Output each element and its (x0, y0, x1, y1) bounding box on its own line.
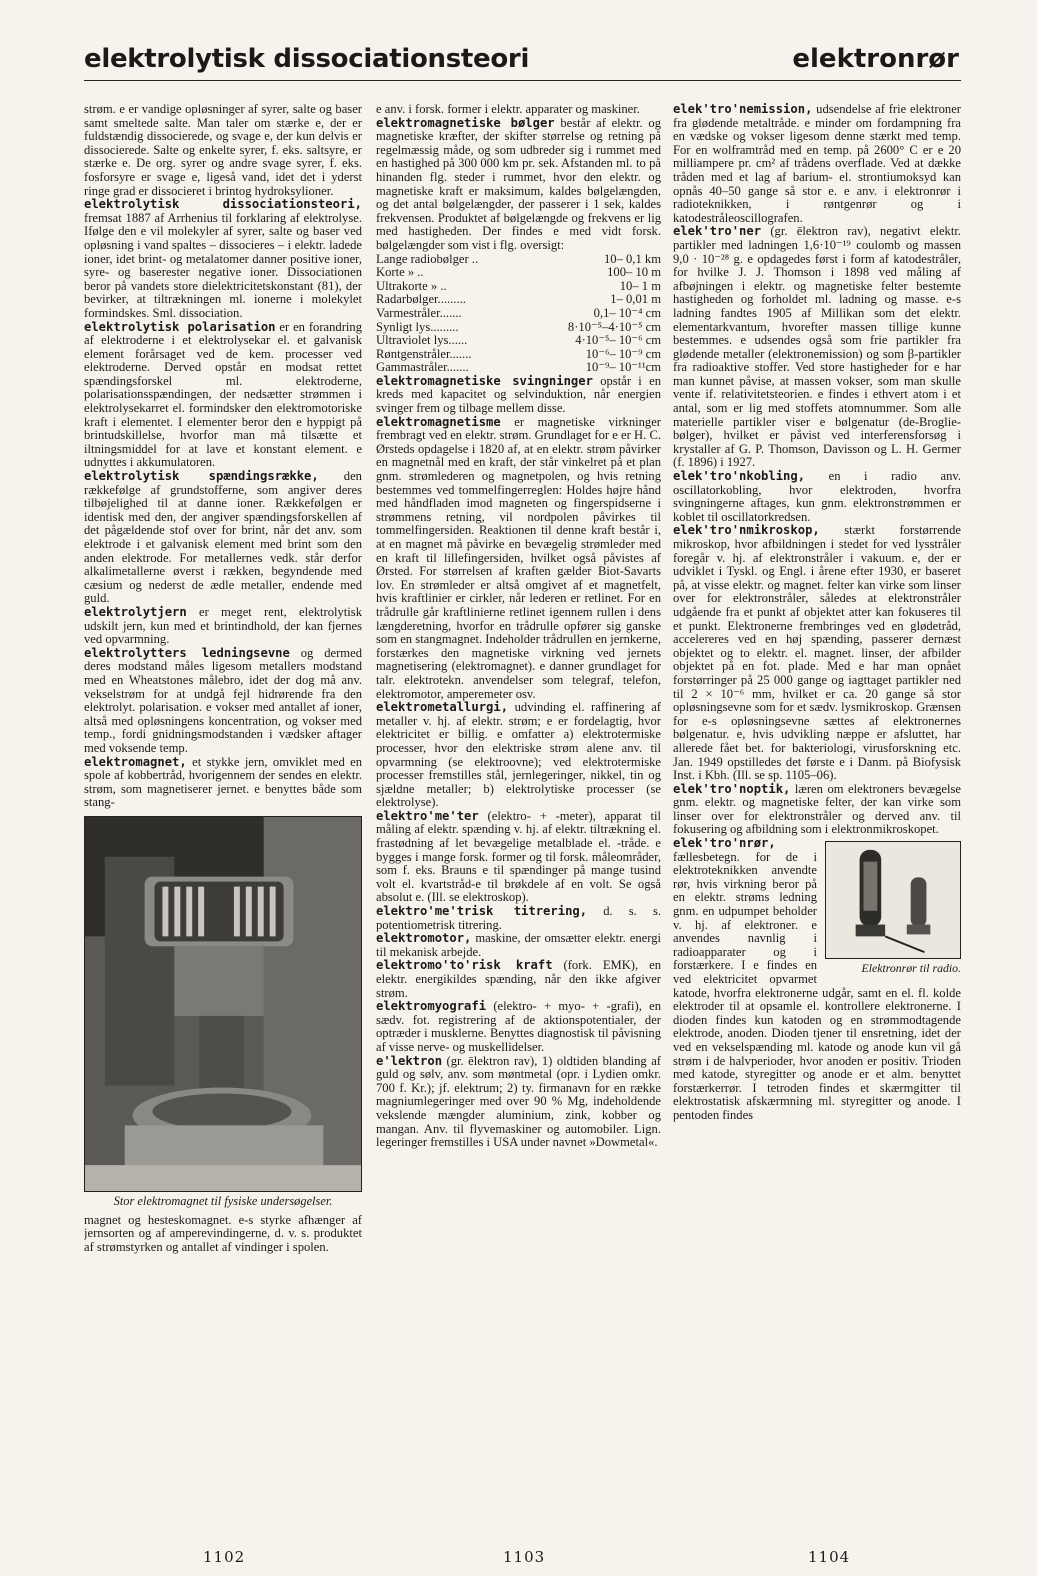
dictionary-entry (376, 375, 661, 416)
wave-table-row (376, 361, 661, 375)
dictionary-entry (376, 416, 661, 701)
entry-text: (gr. ēlektron rav), 1) oldtiden blanding af guld og sølv, anv. som møntmetal (opr. i Lydien omkr. 700 f. Kr.); jf. elektrum; 2) ty. firmanavn for en række magniumlegeringer med over 90 % Mg, indeholdende vekslende mængder aluminium, zink, kobber og mangan. Anv. til flyvemaskiner og automobiler. Lign. legeringer fremstilles i USA under navnet »Dowmetal«. (376, 1053, 661, 1150)
wave-table-row (376, 307, 661, 321)
entry-headword: elek'tro'ner (673, 224, 762, 239)
dictionary-entry (673, 225, 961, 470)
wave-name: Radarbølger......... (376, 292, 466, 307)
entry-text: maskine, der omsætter elektr. energi til mekanisk arbejde. (376, 931, 661, 959)
entry-text: udsendelse af frie elektroner fra glødende metaltråde. e minder om fordampning fra en vædske og vokser ligesom denne stærkt med temp. For en wolframtråd med en temp. på 2600° C er e 20 milliampere pr. cm² af trådens overflade. Ved at dække tråden med et lag af barium- el. strontiumoksyd kan opnås 40–50 gange så stor e. e anv. i elektronrør i radioteknikken, i røntgenrør og i katodestråleoscillografen. (673, 103, 961, 225)
wave-range: 8·10⁻⁵–4·10⁻⁵ cm (567, 319, 661, 334)
tube-caption: Elektronrør til radio. (861, 961, 961, 976)
entry-headword: elek'tro'nkobling, (673, 469, 806, 484)
dictionary-entry (84, 756, 362, 810)
wave-name: Synligt lys......... (376, 319, 459, 334)
electron-tube-illustration (826, 842, 960, 958)
dictionary-entry (376, 905, 661, 932)
page-number-middle: 1103 (503, 1548, 546, 1566)
tube-figure (825, 841, 961, 975)
dictionary-entry (376, 701, 661, 810)
dictionary-entry (84, 647, 362, 756)
wave-table-row (376, 334, 661, 348)
entry-headword: elektrolytisk polarisation (84, 319, 276, 334)
wave-range: 10– 0,1 km (603, 251, 661, 266)
entry-text: d. s. s. potentiometrisk titrering. (376, 904, 661, 932)
entry-headword: elektrolytters ledningsevne (84, 645, 290, 660)
entry-text: strøm. e er vandige opløsninger af syrer, salte og baser samt smeltede salte. Man taler om stærke e, der er fuldstændig dissocierede, og svage e, der kun delvis er dissocierede. Salte og enkelte syrer, f. eks. saltsyre, er stærke e. De org. syrer og andre svage syrer, f. eks. fosforsyre er svage e, ligeså vand, idet det i yderst ringe grad er dissocieret i brintog hydroksylioner. (84, 103, 362, 198)
wave-name: Korte » .. (376, 265, 424, 280)
wave-name: Varmestråler....... (376, 305, 462, 320)
wave-table-row (376, 348, 661, 362)
entry-headword: elektromagnetiske svingninger (376, 373, 593, 388)
dictionary-entry (673, 103, 961, 225)
entry-text: (elektro- + myo- + -grafi), en sædv. fot. registrering af de aktionspotentialer, der optræder i musklerne. Benyttes diagnostisk til påvisning af visse nerve- og muskellidelser. (376, 999, 661, 1054)
dictionary-entry (376, 1055, 661, 1150)
dictionary-entry (673, 524, 961, 782)
entry-text: e anv. i forsk. former i elektr. apparater og maskiner. (376, 103, 640, 116)
entry-text: opstår i en kreds med kapacitet og selvinduktion, når energien svinger frem og tilbage mellem disse. (376, 373, 661, 416)
page-number-left: 1102 (203, 1548, 246, 1566)
entry-text: (fork. EMK), en elektr. energikildes spænding, når den ikke afgiver strøm. (376, 958, 661, 1000)
dictionary-entry (376, 932, 661, 959)
entry-headword: elektrolytisk dissociationsteori, (84, 197, 362, 212)
entry-text: udvinding el. raffinering af metaller v. hj. af elektr. strøm; e er fordelagtig, hvor elektricitet er billig. e omfatter a) elektrotermiske processer, hvor den elektriske strøm alene anv. til opvarmning (se elektroovne); ved elektrotermiske processer fremstilles stål, jernlegeringer, nikkel, tin og sjældne metaller; b) elektrolytiske processer (se elektrolyse). (376, 700, 661, 810)
wave-name: Gammastråler....... (376, 360, 469, 375)
wave-range: 100– 10 m (607, 265, 661, 280)
dictionary-entry (673, 783, 961, 837)
entry-text: en i radio anv. oscillatorkobling, hvor elektroden, hvorfra svingningerne aftages, kun gnm. elektronstrømmen er koblet til oscillatorkredsen. (673, 469, 961, 524)
wave-table-row (376, 321, 661, 335)
wave-table-row (376, 293, 661, 307)
entry-text: et stykke jern, omviklet med en spole af kobbertråd, hvorigennem der sendes en elektr. strøm, som magnetiserer jernet. e benyttes både som stang- (84, 754, 362, 810)
col1-continuation: magnet og hesteskomagnet. e-s styrke afhænger af jernsorten og af amperevindingerne, d. v. s. produktet af strømstyrken og antallet af vindinger i spolen. (84, 1212, 362, 1255)
entry-headword: elektro'me'trisk titrering, (376, 904, 588, 919)
column-3 (673, 103, 961, 1506)
dictionary-entry (84, 606, 362, 647)
entry-text: fremsat 1887 af Arrhenius til forklaring af elektrolyse. Ifølge den e vil molekyler af syrer, salte og baser ved opløsning i vand spaltes – dissocieres – i elektr. ladede ioner, idet brint- og metalatomer danner positive ioner, syre- og baserester negative ioner. Dissociationen beror på vandets store dielektricitetskonstant (81), der bevirker, at tiltrækningen ml. ionerne i molekylet formindskes. Sml. dissociation. (84, 210, 362, 320)
dictionary-entry (376, 103, 661, 117)
entry-headword: elektromagnetiske bølger (376, 115, 555, 130)
entry-headword: elektromotor, (376, 931, 472, 946)
entry-text: er meget rent, elektrolytisk udskilt jern, kun med et brintindhold, der kan fjernes ved opvarmning. (84, 604, 362, 647)
entry-text: er magnetiske virkninger frembragt ved en elektr. strøm. Grundlaget for e er H. C. Ørsteds opdagelse i 1820 af, at en elektr. strøm påvirker en magnetnål med en kraft, der står vinkelret på et plan gnm. strømlederen og magnetpolen, og hvis retning bestemmes ved tommelfingerreglen: Holdes højre hånd med håndfladen imod magneten og fingerspidserne i strømmens retning, vil nordpolen påvirkes til tommelfingersiden. Reaktionen til denne kraft består i, at en magnet må påvirke en bevægelig strømleder med en kraft til lillefingersiden, hvilket også påvistes af Ørsted. For størrelsen af kraften gælder Biot-Savarts lov. En strømleder er altså omgivet af et magnetfelt, hvis kraftlinier er cirkler, når lederen er retlinet. For en trådrulle går kraftlinierne retlinet igennem rullen i dens længderetning, hvorfor en trådrulle opfører sig ganske som en stangmagnet. Indeholder trådrullen en jernkerne, forstærkes den magnetiske virkning ved jernets magnetisering (elektromagnet). e danner grundlaget for talr. elektrotekn. anvendelser som telegraf, telefon, elektromotor, amperemeter osv. (376, 414, 661, 701)
entry-headword: elektro'me'ter (376, 808, 479, 823)
entry-headword: e'lektron (376, 1053, 443, 1068)
electron-tube-photo (825, 841, 961, 959)
entry-headword: elek'tro'noptik, (673, 781, 791, 796)
wave-table-row (376, 280, 661, 294)
wave-name: Ultrakorte » .. (376, 278, 447, 293)
entry-headword: elektromo'to'risk kraft (376, 958, 553, 973)
electromagnet-photo (84, 816, 362, 1192)
dictionary-entry (376, 117, 661, 253)
entry-text: den rækkefølge af grundstofferne, som angiver deres tilbøjelighed til at danne ioner. Rækkefølgen er identisk med den, der angiver spændingsforskellen af det pågældende stof over for brint, når det anv. som elektrode i et galvanisk element med brint som den anden elektrode. For metallernes vedk. står derfor alkalimetallerne øverst i rækken, begyndende med cæsium og nederst de ædle metaller, endende med guld. (84, 469, 362, 606)
wave-range: 4·10⁻⁵– 10⁻⁶ cm (575, 333, 661, 348)
header-right-title: elektronrør (792, 44, 959, 74)
header-left-title: elektrolytisk dissociationsteori (84, 44, 530, 74)
entry-text: stærkt forstørrende mikroskop, hvor afbildningen i stedet for ved lysstråler foregår v. hj. af elektronstråler i vakuum. e, der er udviklet i Tyskl. og Engl. i årene efter 1930, er baseret på, at visse elektr. og magnet. felter kan virke som linser over for elektronstråler, således at elektronstråler udgående fra et punkt af objektet atter kan fokuseres til et punkt. Elektronerne frembringes ved en glødetråd, accelereres ved en høj spænding, passerer dernæst objektet og to elektr. el. magnet. linser, der afbilder objektet på en fot. plade. Med e har man opnået forstørringer på 25 000 gange og iagttaget partikler ned til 2 × 10⁻⁶ mm, hvilket er ca. 20 gange så stor opløsningsevne som for et sædv. lysmikroskop. Grænsen for e-s opløsningsevne sættes af elektronernes bølgenatur. e, hvis udvikling næppe er afsluttet, har allerede fået bet. for bakteriologi, virusforskning etc. Jan. 1949 opstilledes det første e i Danm. på Biofysisk Inst. i Kbh. (Ill. se sp. 1105–06). (673, 523, 961, 783)
entry-text: består af elektr. og magnetiske kræfter, der skifter størrelse og retning på regelmæssig måde, og som udbreder sig i rummet med en hastighed på 300 000 km pr. sek. Afstanden ml. to på hinanden flg. steder i rummet, hvor den elektr. og magnetiske kraft er maksimum, kaldes bølgelængden, og det antal bølgelængder, der passerer i 1 sek, kaldes frekvensen. Produktet af bølgelængde og frekvens er lig med hastigheden. Der findes e med vidt forsk. bølgelængder som vist i flg. oversigt: (376, 115, 661, 252)
wave-table-row (376, 266, 661, 280)
wave-table-row (376, 253, 661, 267)
wave-range: 1– 0,01 m (610, 292, 661, 307)
entry-text: (gr. ēlektron rav), negativt elektr. partikler med ladningen 1,6·10⁻¹⁹ coulomb og massen 9,0 · 10⁻²⁸ g. e opdagedes først i form af katodestråler, for hvilke J. J. Thomson i 1898 ved måling af afbøjningen i elektr. og magnetiske felter bestemte hastigheden og forholdet ml. ladning og masse. e-s ladning fandtes 1905 af Millikan som det elektr. elementarkvantum, hvorefter massen tillige kunne bestemmes. e udsendes også som frie partikler fra glødende metaller (elektronemission) og som β-partikler fra radioaktive stoffer. Ved store hastigheder for e har man kunnet påvise, at massen vokser, som man skulle vente if. relativitetsteorien. e findes i ethvert atom i et antal, som er lig med stoffets atomnummer. Som alle materielle partikler viser e bølgenatur (de-Broglie-bølger), hvilket er påvist ved interferensforsøg i krystaller af G. P. Thomson, Davisson og L. H. Germer (f. 1896) i 1927. (673, 224, 961, 470)
entry-headword: elek'tro'nrør, (673, 836, 776, 851)
dictionary-entry (673, 470, 961, 524)
wave-name: Lange radiobølger .. (376, 251, 479, 266)
wave-range: 10⁻⁶– 10⁻⁹ cm (585, 346, 661, 361)
dictionary-entry (84, 103, 362, 198)
entry-text: (elektro- + -meter), apparat til måling af elektr. spænding v. hj. af elektr. tiltrækning el. frastødning af let bevægelige metalblade el. -tråde. e bygges i mange forsk. former og til forsk. måleområder, som f. eks. Brauns e til spændinger på mange tusind volt el. kvartstråd-e til brøkdele af en volt. Se også absolut e. (Ill. se elektroskop). (376, 808, 661, 905)
entry-headword: elektrolytisk spændingsrække, (84, 469, 319, 484)
dictionary-entry (84, 470, 362, 606)
entry-headword: elektrolytjern (84, 604, 187, 619)
electromagnet-figure (84, 816, 362, 1208)
entry-headword: elektrometallurgi, (376, 700, 509, 715)
entry-headword: elektromyografi (376, 999, 487, 1014)
dictionary-entry (376, 1000, 661, 1054)
wave-name: Røntgenstråler....... (376, 346, 472, 361)
page-number-right: 1104 (808, 1548, 851, 1566)
wave-range: 10⁻⁹– 10⁻¹¹cm (585, 360, 661, 375)
entry-text: og dermed deres modstand måles ligesom metallers modstand med en Wheatstones målebro, idet der dog må anv. vekselstrøm for at undgå fejl hidrørende fra den elektrolyt. polarisation. e vokser med antallet af ioner, altså med opløsningens koncentration, og vokser med temp., fordi gnidningsmodstanden i vædsker aftager med voksende temp. (84, 645, 362, 755)
wave-range: 10– 1 m (619, 278, 661, 293)
electromagnet-illustration (85, 817, 361, 1191)
entry-headword: elektromagnet, (84, 754, 187, 769)
dictionary-entry (376, 810, 661, 905)
entry-headword: elek'tro'nmikroskop, (673, 523, 820, 538)
dictionary-entry (84, 198, 362, 320)
column-2 (376, 103, 661, 1506)
wave-table (376, 253, 661, 375)
entry-text: er en forandring af elektroderne i et elektrolysekar el. et galvanisk element forårsaget ved de kem. processer ved elektroderne. Derved opstår en modsat rettet spændingsforskel ml. elektroderne, polarisationsspændingen, der nedsætter strømmen i elektrolysekarret el. formindsker den elektromotoriske kraft i elementet. I elementer beror den e hyppigt på brintudskillelse, hvorfor man må tilsætte et iltningsmiddel for at lave et konstant element. e udnyttes i akkumulatoren. (84, 319, 362, 470)
entry-text: fællesbetegn. for de i elektroteknikken anvendte rør, hvis virkning beror på en elektr. strøms ledning gnm. en udpumpet beholder v. hj. af elektroner. e anvendes navnlig i radioapparater og i forstærkere. I e findes en ved elektricitet opvarmet katode, hvorfra elektronerne udgår, samt en el. fl. kolde elektroder til at opsamle el. kontrollere elektronerne. I dioden findes kun katoden og en strømmodtagende elektrode, anoden. Dioden tjener til ensretning, idet der ved en vekselspænding ml. katode og anode kun vil gå strøm i de halvperioder, hvor anoden er positiv. Trioden med katode, styregitter og anode er et alm. benyttet forstærkerrør. I tetroden findes et skærmgitter til elektrostatisk afskærmning ml. styregitter og anode. I pentoden findes (673, 849, 961, 1122)
wave-name: Ultraviolet lys...... (376, 333, 468, 348)
entry-text: læren om elektroners bevægelse gnm. elektr. og magnetiske felter, der kan virke som linser over for elektronstråler og derved anv. til fokusering og afbildning som i elektronmikroskopet. (673, 781, 961, 837)
header-rule (84, 80, 961, 81)
entry-headword: elektromagnetisme (376, 414, 501, 429)
dictionary-entry (376, 959, 661, 1000)
entry-headword: elek'tro'nemission, (673, 103, 813, 116)
wave-range: 0,1– 10⁻⁴ cm (593, 305, 661, 320)
dictionary-entry (84, 321, 362, 471)
column-1 (84, 103, 362, 1506)
electromagnet-caption: Stor elektromagnet til fysiske undersøgelser. (113, 1193, 333, 1208)
